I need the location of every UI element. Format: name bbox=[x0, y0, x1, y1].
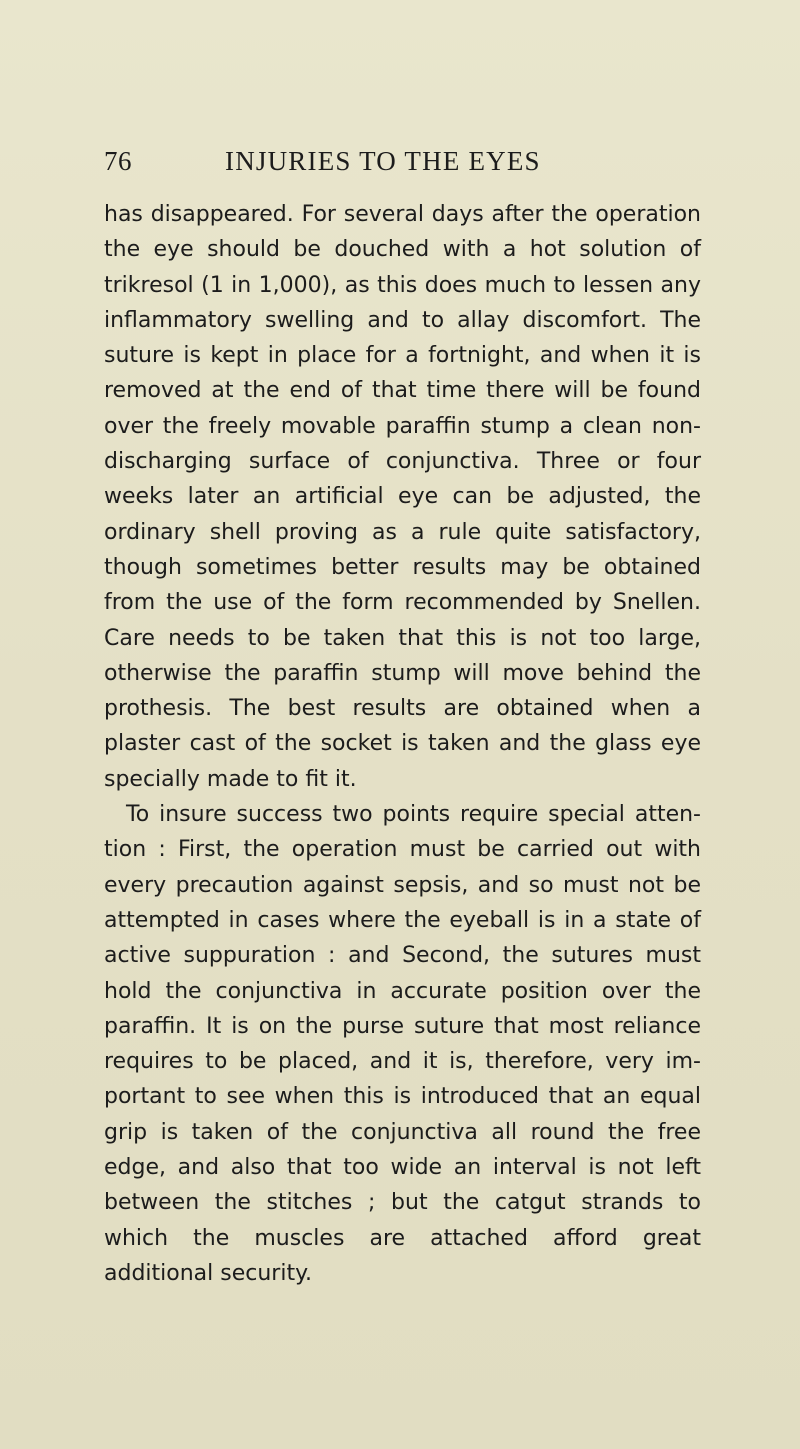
page-header bbox=[104, 146, 704, 186]
body-text bbox=[104, 197, 701, 1291]
running-head: INJURIES TO THE EYES bbox=[225, 146, 541, 176]
paragraph-success-points: To insure success two points require special atten- tion : First, the operation must be carried out with every precaution against sepsis, and so must not be attempted in cases where the eyeball is in a state of active suppuration : and Second, the sutures must hold the conjunctiva in accurate position over the paraffin. It is on the purse suture that most reliance requires to be placed, and it is, therefore, very im- portant to see when this is introduced that an equal grip is taken of the conjunctiva all round the free edge, and also that too wide an interval is not left between the stitches ; but the catgut strands to which the muscles are attached afford great additional security. bbox=[104, 802, 701, 1286]
paragraph-continuation: has disappeared. For several days after the operation the eye should be douched with a hot solution of trikresol (1 in 1,000), as this does much to lessen any inflammatory swelling and to allay discomfort. The suture is kept in place for a fortnight, and when it is removed at the end of that time there will be found over the freely movable paraffin stump a clean non-discharging surface of conjunctiva. Three or four weeks later an artificial eye can be adjusted, the ordinary shell proving as a rule quite satisfactory, though sometimes better results may be obtained from the use of the form recommended by Snellen. Care needs to be taken that this is not too large, otherwise the paraffin stump will move behind the prothesis. The best results are obtained when a plaster cast of the socket is taken and the glass eye specially made to fit it. bbox=[104, 202, 701, 792]
page-number: 76 bbox=[104, 146, 132, 176]
